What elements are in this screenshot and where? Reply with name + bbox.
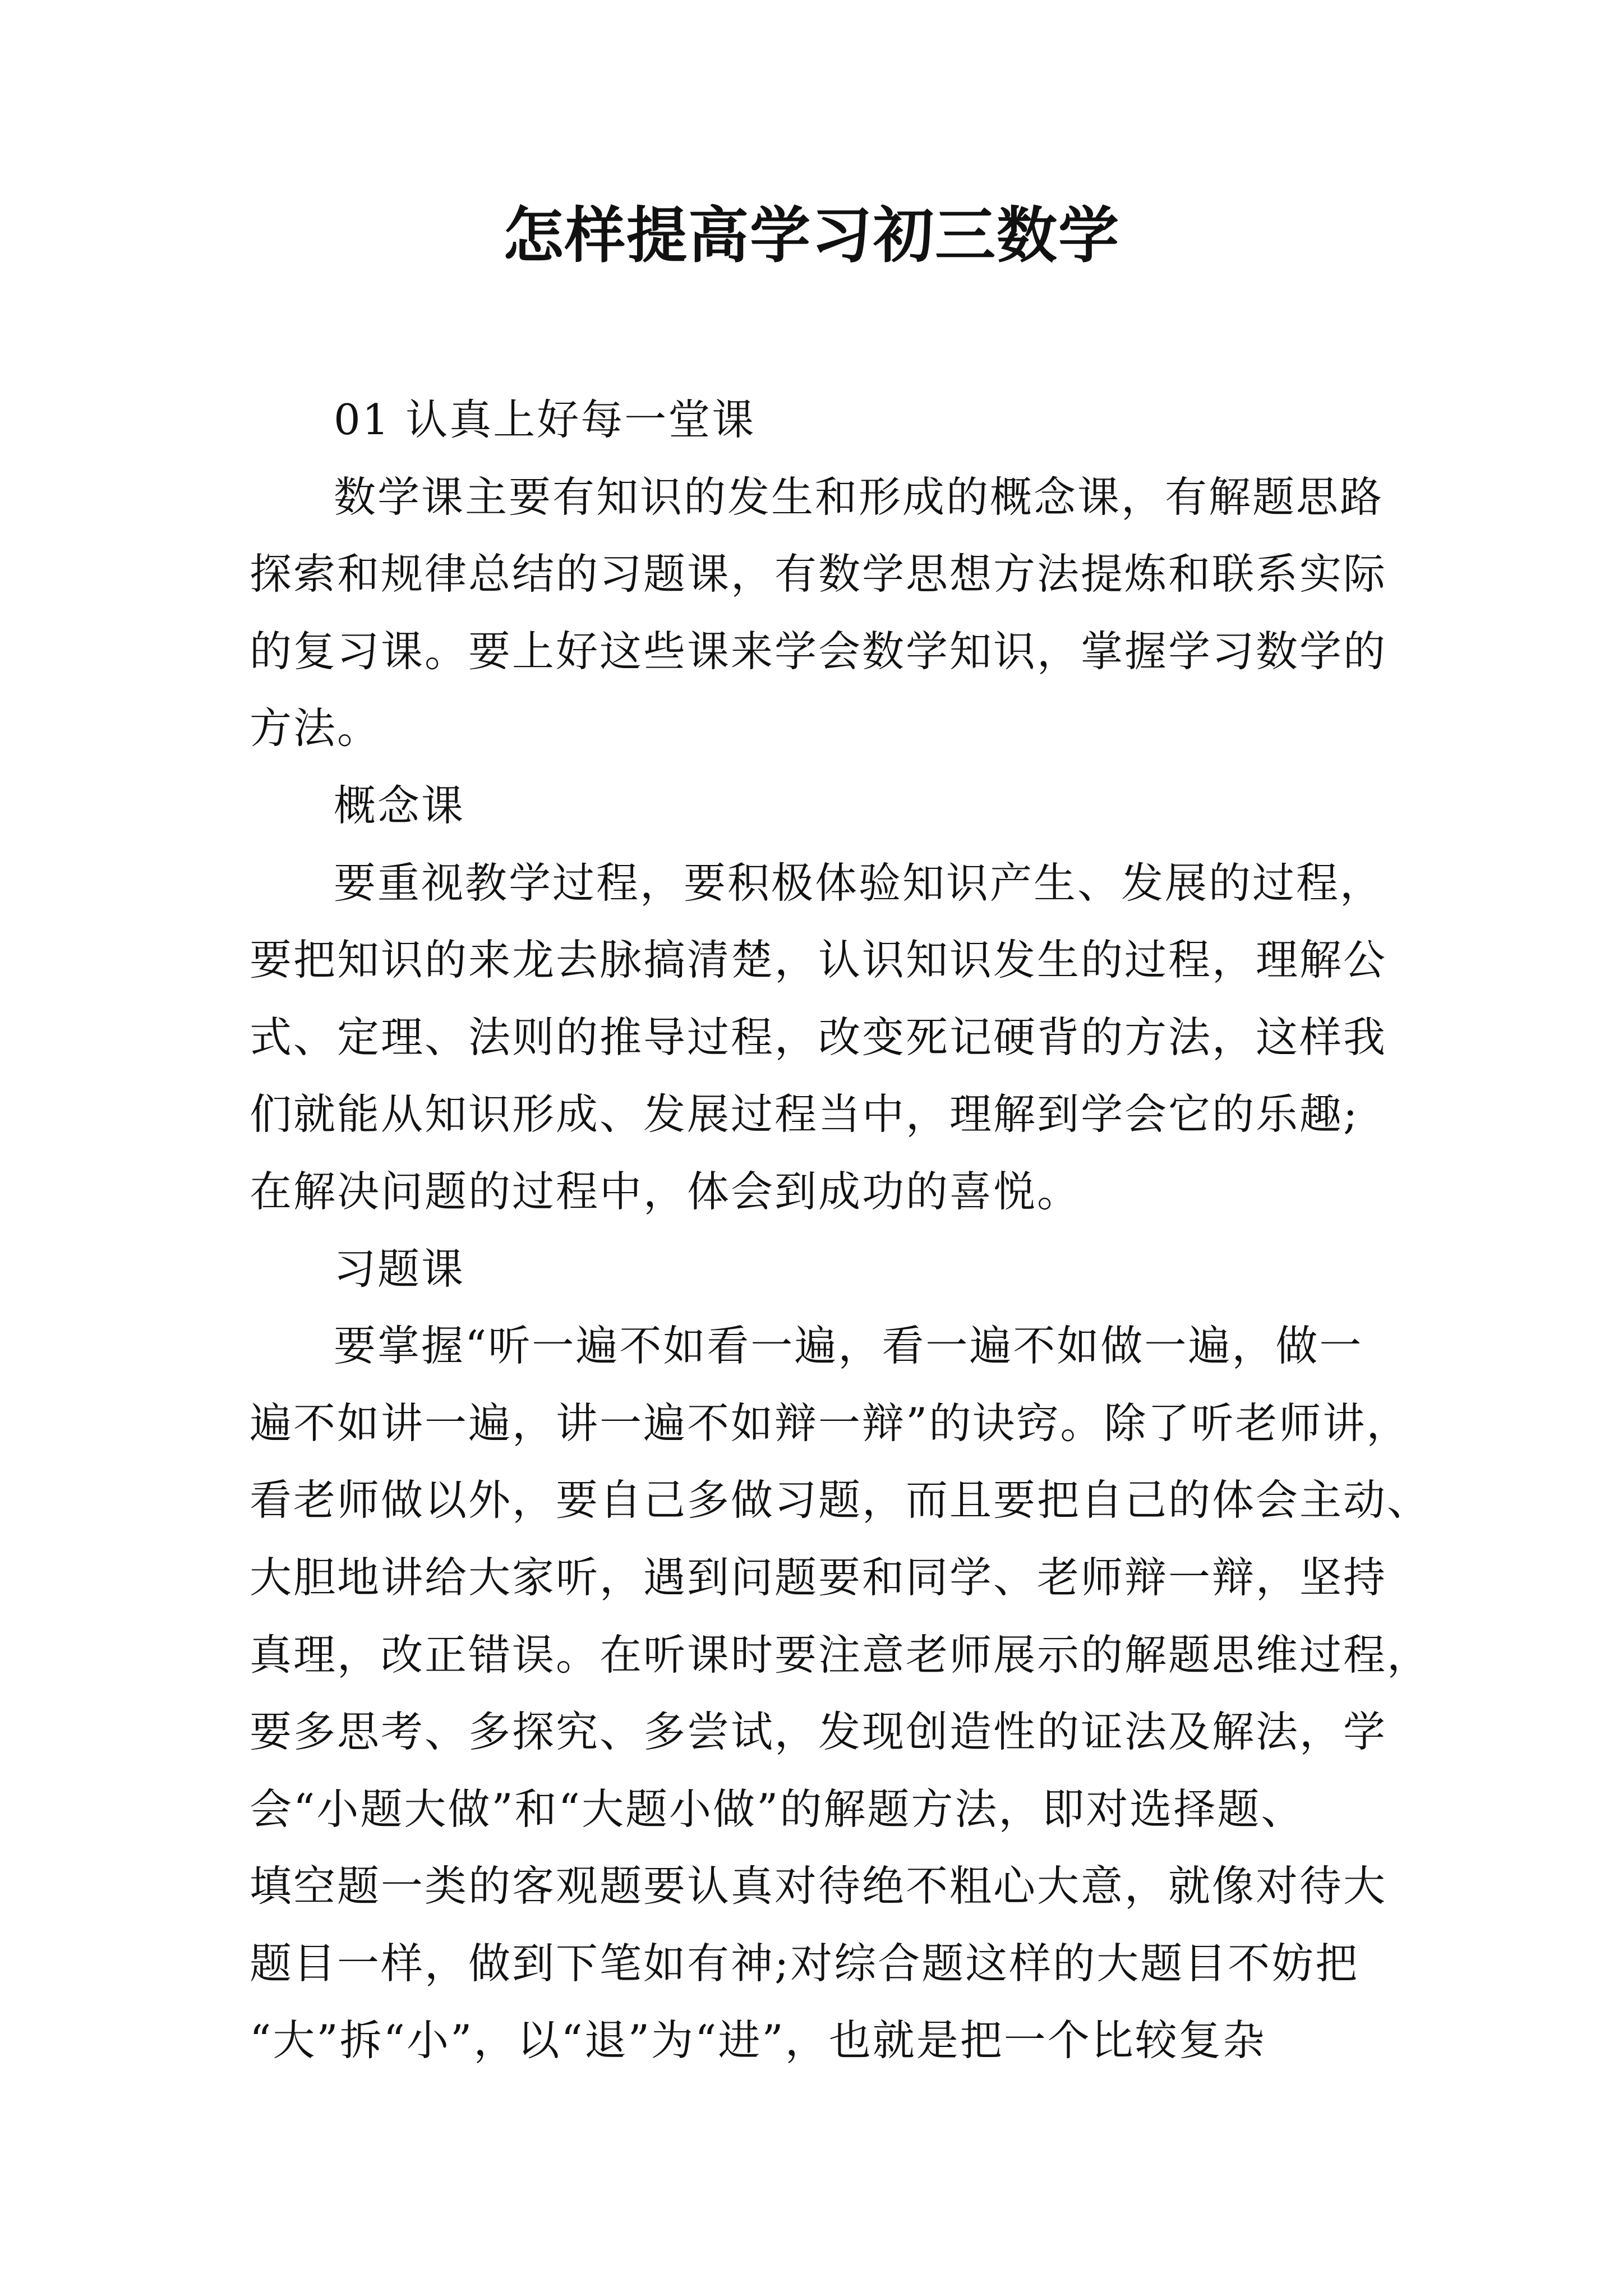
document-body: [250, 381, 1431, 2079]
paragraph-line: 遍不如讲一遍，讲一遍不如辩一辩”的诀窍。除了听老师讲，: [250, 1398, 1410, 1448]
paragraph-line: 大胆地讲给大家听，遇到问题要和同学、老师辩一辩，坚持: [250, 1552, 1387, 1602]
paragraph-line: 要掌握“听一遍不如看一遍，看一遍不如做一遍，做一: [334, 1321, 1363, 1371]
subheading-exercise-class: 习题课: [334, 1244, 465, 1294]
paragraph-line: 要把知识的来龙去脉搞清楚，认识知识发生的过程，理解公: [250, 935, 1387, 985]
paragraph-line: 会“小题大做”和“大题小做”的解题方法，即对选择题、: [250, 1784, 1305, 1834]
paragraph-line: 要重视教学过程，要积极体验知识产生、发展的过程，: [334, 858, 1384, 908]
paragraph-line: 真理，改正错误。在听课时要注意老师展示的解题思维过程，: [250, 1630, 1431, 1680]
subheading-concept-class: 概念课: [334, 780, 465, 830]
paragraph-line: 式、定理、法则的推导过程，改变死记硬背的方法，这样我: [250, 1012, 1387, 1062]
paragraph-line: 在解决问题的过程中，体会到成功的喜悦。: [250, 1166, 1081, 1216]
paragraph-line: 看老师做以外，要自己多做习题，而且要把自己的体会主动、: [250, 1475, 1431, 1525]
paragraph-line: 数学课主要有知识的发生和形成的概念课，有解题思路: [334, 472, 1384, 522]
document-title: 怎样提高学习初三数学: [502, 200, 1120, 271]
paragraph-line: “大”拆“小”，以“退”为“进”，也就是把一个比较复杂: [250, 2016, 1266, 2065]
paragraph-line: 要多思考、多探究、多尝试，发现创造性的证法及解法，学: [250, 1707, 1387, 1757]
paragraph-line: 方法。: [250, 703, 381, 753]
paragraph-line: 的复习课。要上好这些课来学会数学知识，掌握学习数学的: [250, 626, 1387, 676]
paragraph-line: 们就能从知识形成、发展过程当中，理解到学会它的乐趣;: [250, 1089, 1359, 1139]
paragraph-line: 探索和规律总结的习题课，有数学思想方法提炼和联系实际: [250, 549, 1387, 599]
paragraph-line: 题目一样，做到下笔如有神;对综合题这样的大题目不妨把: [250, 1938, 1359, 1988]
paragraph-line: 填空题一类的客观题要认真对待绝不粗心大意，就像对待大: [250, 1861, 1387, 1911]
section-heading-01: 01 认真上好每一堂课: [334, 395, 756, 444]
